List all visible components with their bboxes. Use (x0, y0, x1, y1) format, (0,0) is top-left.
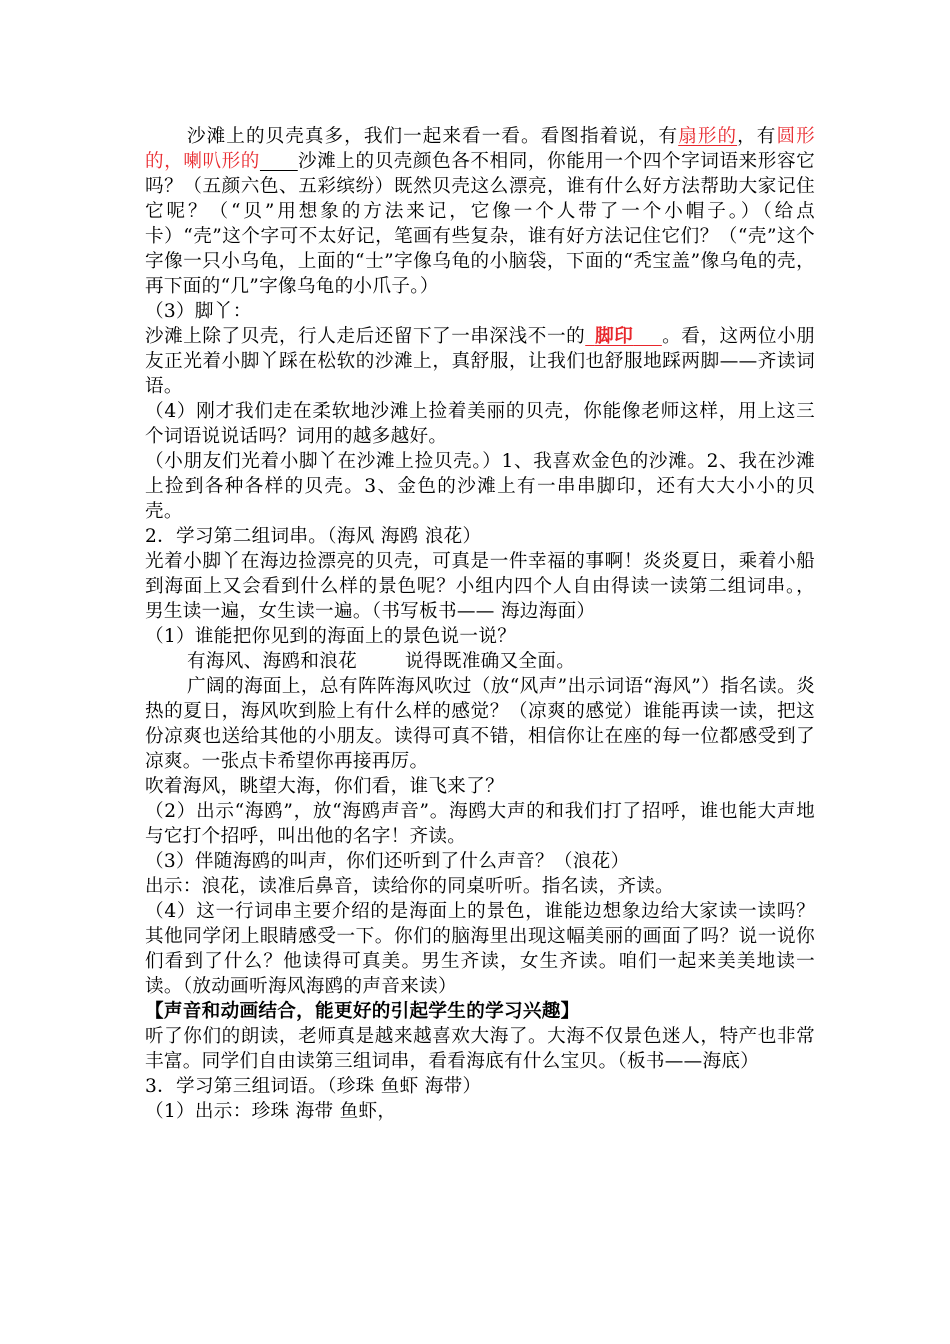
answer-fan-shaped: 扇形的 (678, 126, 738, 147)
blank-underline (260, 151, 298, 172)
paragraph-note-bold: 【声音和动画结合，能更好的引起学生的学习兴趣】 (145, 1001, 580, 1022)
paragraph-undersea: 听了你们的朗读，老师真是越来越喜欢大海了。大海不仅景色迷人，特产也非常丰富。同学们自由读第三组词串，看看海底有什么宝贝。（板书——海底） (145, 1026, 815, 1072)
paragraph-transition: 吹着海风，眺望大海，你们看，谁飞来了？ (145, 776, 504, 797)
text-run: 沙滩上除了贝壳，行人走后还留下了一串深浅不一的 (145, 326, 586, 347)
heading-group-3: 3．学习第三组词语。（珍珠 鱼虾 海带） (145, 1076, 482, 1097)
paragraph-show-words: （1）出示：珍珠 海带 鱼虾， (145, 1101, 397, 1122)
paragraph-exercise-4: （4）刚才我们走在柔软地沙滩上捡着美丽的贝壳，你能像老师这样，用上这三个词语说说话吗？词用的越多越好。 (145, 401, 815, 447)
paragraph-footprints (145, 324, 815, 399)
text-run: 沙滩上的贝壳颜色各不相同，你能用一个四个字词语来形容它吗？（五颜六色、五彩缤纷）既然贝壳这么漂亮，谁有什么好方法帮助大家记住它呢？（“贝”用想象的方法来记，它像一个人带了一个小帽子。）（给点卡）“壳”这个字可不太好记，笔画有些复杂，谁有好方法记住它们？（“壳”这个字像一只小乌龟，上面的“士”字像乌龟的小脑袋，下面的“秃宝盖”像乌龟的壳，再下面的“几”字像乌龟的小爪子。） (145, 151, 815, 297)
text-run: ，有 (737, 126, 777, 147)
heading-group-2: 2．学习第二组词串。（海风 海鸥 浪花） (145, 526, 482, 547)
text-run: 。看，这两位小朋友正光着小脚丫踩在松软的沙滩上，真舒服，让我们也舒服地踩两脚——齐读词语。 (145, 326, 815, 397)
paragraph-seagull: （2）出示“海鸥”，放“海鸥声音”。海鸥大声的和我们打了招呼，谁也能大声地与它打个招呼，叫出他的名字！齐读。 (145, 801, 815, 847)
paragraph-question-3: （3）伴随海鸥的叫声，你们还听到了什么声音？（浪花） (145, 851, 630, 872)
text-run: 说得既准确又全面。 (405, 651, 576, 672)
answer-footprints (585, 326, 662, 347)
paragraph-shells (145, 124, 815, 299)
answer-round-trumpet: 圆形的，喇叭形的 (145, 126, 815, 172)
paragraph-examples: （小朋友们光着小脚丫在沙滩上捡贝壳。）1、我喜欢金色的沙滩。2、我在沙滩上捡到各种各样的贝壳。3、金色的沙滩上有一串串脚印，还有大大小小的贝壳。 (145, 451, 815, 522)
paragraph-question-1: （1）谁能把你见到的海面上的景色说一说？ (145, 626, 517, 647)
text-run: 有海风、海鸥和浪花 (187, 651, 358, 672)
paragraph-question-4: （4）这一行词串主要介绍的是海面上的景色，谁能边想象边给大家读一读吗？其他同学闭上眼睛感受一下。你们的脑海里出现这幅美丽的画面了吗？说一说你们看到了什么？他读得可真美。男生齐读，女生齐读。咱们一起来美美地读一读。（放动画听海风海鸥的声音来读） (145, 901, 815, 997)
paragraph-intro-group-2: 光着小脚丫在海边捡漂亮的贝壳，可真是一件幸福的事啊！炎炎夏日，乘着小船到海面上又会看到什么样的景色呢？小组内四个人自由得读一读第二组词串。，男生读一遍，女生读一遍。（书写板书—— 海边海面） (145, 551, 815, 622)
document-body (145, 124, 815, 1124)
paragraph-sea-wind: 广阔的海面上，总有阵阵海风吹过（放“风声”出示词语“海风”）指名读。炎热的夏日，海风吹到脸上有什么样的感觉？（凉爽的感觉）谁能再读一读，把这份凉爽也送给其他的小朋友。读得可真不错，相信你让在座的每一位都感受到了凉爽。一张点卡希望你再接再厉。 (145, 676, 815, 772)
paragraph-waves: 出示：浪花，读准后鼻音，读给你的同桌听听。指名读，齐读。 (145, 876, 675, 897)
text-run: 沙滩上的贝壳真多，我们一起来看一看。看图指着说，有 (187, 126, 679, 147)
answer-text: 脚印 (594, 326, 634, 347)
paragraph-heading-feet: （3）脚丫： (145, 301, 252, 322)
paragraph-answer-1 (145, 649, 815, 674)
